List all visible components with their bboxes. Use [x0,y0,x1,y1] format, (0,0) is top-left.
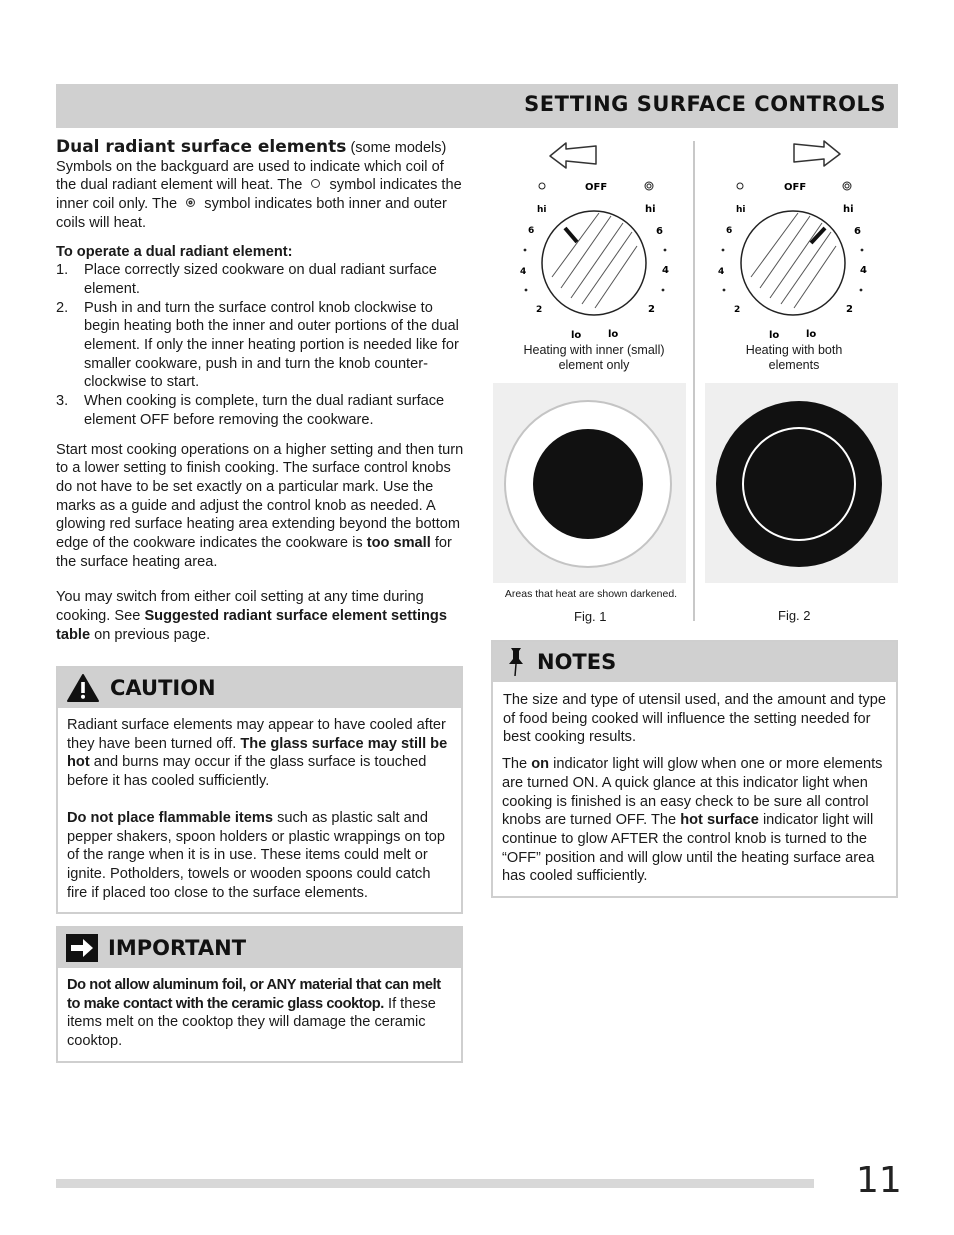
pushpin-icon [505,646,527,678]
knob-setting-4: 4 [520,267,527,277]
knob-setting-2: 2 [536,305,543,315]
section-heading: Dual radiant surface elements [56,137,347,157]
list-item: 2. Push in and turn the surface control knob clockwise to begin heating both the inner and outer portions of the dual element. If only the inner heating portion is needed like for smaller cookware, push in and turn the knob counter-clockwise to start. [56,299,459,391]
arrow-right-icon [66,934,98,962]
notes-box [491,640,898,898]
caution-paragraph-2: Do not place flammable items such as plastic salt and pepper shakers, spoon holders or plastic wrappings on top of the range when it is in use. These items could melt or ignite. Potholders, towels or wooden spoons could catch fire if placed too close to the surface elements. [67,809,446,901]
both-coils-symbol-icon [645,182,653,190]
notes-paragraph-1: The size and type of utensil used, and the amount and type of food being cooked will influence the setting needed for best cooking results. [503,692,886,746]
figure-caption-both: Heating with both elements [745,343,843,372]
important-header [58,928,461,968]
control-knob-both [704,176,884,341]
control-knob-inner [505,176,685,341]
knob-setting-4: 4 [860,265,867,276]
caution-box [56,666,463,914]
important-title: IMPORTANT [108,936,247,960]
steps-list [56,261,466,429]
knob-setting-6: 6 [726,226,733,236]
knob-hi-label: hi [537,205,547,215]
important-body [58,968,461,1061]
figure-caption-inner: Heating with inner (small) element only [523,343,665,372]
knob-hi-label: hi [843,204,854,215]
knob-setting-2: 2 [846,304,853,315]
knob-lo-label: lo [806,329,817,340]
arrow-clockwise-icon [790,138,842,170]
notes-header [493,642,896,682]
list-item: 3. When cooking is complete, turn the dual radiant surface element OFF before removing the cookware. [56,393,445,428]
element-illustration-both [705,383,898,583]
knob-hi-label: hi [736,205,746,215]
knob-setting-4: 4 [718,267,725,277]
knob-setting-6: 6 [854,226,861,237]
caution-paragraph-1: Radiant surface elements may appear to have cooled after they have been turned off. The glass surface may still be hot and burns may occur if the glass surface is touched before it has cooled sufficiently. [67,717,448,790]
caution-header [58,668,461,708]
page-number: 11 [856,1160,902,1201]
knob-setting-4: 4 [662,265,669,276]
element-illustration-inner [493,383,686,583]
notes-body [493,682,896,896]
knob-off-label: OFF [585,182,608,193]
operate-heading: To operate a dual radiant element: [56,243,293,260]
list-item: 1. Place correctly sized cookware on dual radiant surface element. [56,262,437,297]
important-box [56,926,463,1063]
knob-setting-6: 6 [528,226,535,236]
inner-coil-symbol-icon [737,183,743,189]
arrow-counterclockwise-icon [548,140,600,172]
important-paragraph: Do not allow aluminum foil, or ANY material that can melt to make contact with the ceramic glass cooktop. If these items melt on the cooktop they will damage the ceramic cooktop. [67,977,441,1050]
switch-coil-paragraph: You may switch from either coil setting at any time during cooking. See Suggested radiant surface element settings table on previous page. [56,589,447,643]
inner-coil-symbol-icon [539,183,545,189]
page-title: SETTING SURFACE CONTROLS [524,92,886,116]
knob-setting-2: 2 [648,304,655,315]
caution-title: CAUTION [110,676,216,700]
knob-hi-label: hi [645,204,656,215]
knob-lo-label: lo [608,329,619,340]
warning-icon [66,673,100,703]
intro-paragraph: Symbols on the backguard are used to indicate which coil of the dual radiant element will heat. The symbol indicates the inner coil only. The symbol indicates both inner and outer coils will heat. [56,158,462,231]
cooking-settings-paragraph: Start most cooking operations on a higher setting and then turn to a lower setting to finish cooking. The surface control knobs do not have to be set exactly on a particular mark. Use the marks as a guide and adjust the control knob as needed. A glowing red surface heating area extending beyond the bottom edge of the cookware indicates the cookware is too small for the surface heating area. [56,441,464,570]
both-coils-symbol-icon [186,198,195,207]
caution-body [58,708,461,912]
notes-paragraph-2: The on indicator light will glow when one or more elements are turned ON. A quick glance at this indicator light when cooking is finished is an easy check to be sure all control knobs are turned OFF. The hot surface indicator light will continue to glow AFTER the control knob is turned to the “OFF” position and will glow until the heating surface area has cooled sufficiently. [502,756,883,885]
heated-areas-note: Areas that heat are shown darkened. [504,588,678,600]
section-heading-note: (some models) [350,140,447,156]
inner-coil-symbol-icon [311,179,320,188]
figure-divider [693,141,695,621]
dual-element-section [56,138,466,645]
knob-setting-6: 6 [656,226,663,237]
knob-setting-2: 2 [734,305,741,315]
footer-bar [56,1179,814,1188]
both-coils-symbol-icon [843,182,851,190]
knob-lo-label: lo [769,330,780,341]
figure-label-2: Fig. 2 [778,608,811,623]
knob-lo-label: lo [571,330,582,341]
header-bar [56,84,898,128]
notes-title: NOTES [537,650,617,674]
figure-label-1: Fig. 1 [574,609,607,624]
knob-off-label: OFF [784,182,807,193]
